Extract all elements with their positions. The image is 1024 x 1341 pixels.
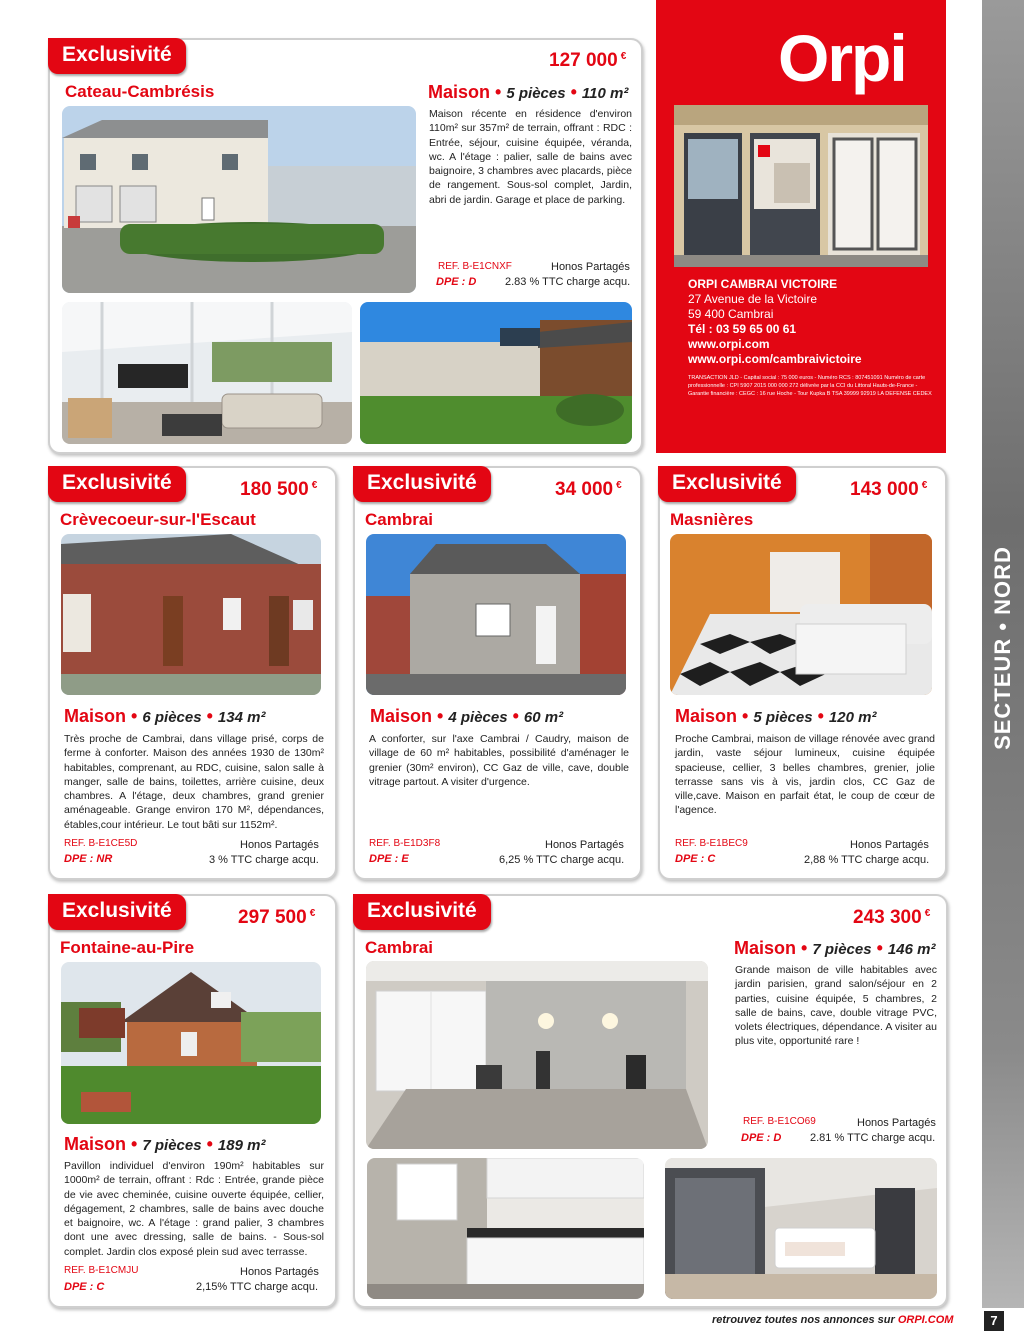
exclusivity-badge: Exclusivité <box>353 894 491 930</box>
listing-fees-label: Honos Partagés <box>857 1117 936 1129</box>
listing-fees: 3 % TTC charge acqu. <box>209 854 319 866</box>
listing-price: 143 000 € <box>850 479 928 500</box>
listing-dpe: DPE : NR <box>64 853 113 865</box>
listing-photo-interior <box>670 534 932 695</box>
listing-price: 127 000 € <box>549 50 627 71</box>
listing-city: Cambrai <box>365 510 434 529</box>
listing-description: Grande maison de ville habitables avec jardin parisien, grand salon/séjour en 2 parties, cuisine équipée, 5 chambres, 2 salle de bains, cave, double vitrage PVC, volets électriques, dépendance. A visiter au plus vite, opportunité rare ! <box>735 964 937 1048</box>
listing-city: Cateau-Cambrésis <box>65 82 215 101</box>
agency-storefront-photo <box>674 105 928 267</box>
listing-price: 297 500 € <box>238 907 316 928</box>
listing-description: Maison récente en résidence d'environ 110m² sur 357m² de terrain, offrant : RDC : Entrée, séjour, cuisine équipée, véranda, wc. A l'étage : palier, salle de bains avec baignoire, 3 chambres avec placards, pièce de rangement. Sous-sol complet, Jardin, abri de jardin. Garage et place de parking. <box>429 108 632 206</box>
listing-photo-living-room <box>366 961 708 1149</box>
listing-fees-label: Honos Partagés <box>545 839 624 851</box>
listing-fees-label: Honos Partagés <box>850 839 929 851</box>
listing-price: 34 000 € <box>555 479 622 500</box>
agency-name: ORPI CAMBRAI VICTOIRE <box>688 277 838 291</box>
listing-fees-label: Honos Partagés <box>240 839 319 851</box>
listing-ref: REF. B-E1D3F8 <box>369 838 441 849</box>
listing-city: Masnières <box>670 510 754 529</box>
listing-photo-exterior <box>62 106 416 293</box>
exclusivity-badge: Exclusivité <box>658 466 796 502</box>
agency-contact <box>688 277 862 367</box>
listing-photo-bedroom <box>665 1158 937 1299</box>
listing-description: A conforter, sur l'axe Cambrai / Caudry, maison de village de 60 m² habitables, possibilité d'aménager le grenier (30m² environ), CC Gaz de ville, cave, double vitrage partout. A visiter d'urgence. <box>369 733 629 788</box>
listing-fees-label: Honos Partagés <box>551 261 630 273</box>
agency-legal-notice: TRANSACTION JLD - Capital social : 75 000 euros - Numéro RCS : 807451091 Numéro de carte professionnelle : CPI 5907 2015 000 000 272 délivrée par la CCI du Littoral Hauts-de-France - Garantie financière : CEGC : 16 rue Hoche - Tour Kupka B TSA 39999 92919 LA DEFENSE CEDEX <box>688 375 932 397</box>
sector-label: SECTEUR • NORD <box>990 546 1015 750</box>
exclusivity-badge: Exclusivité <box>48 466 186 502</box>
agency-address-street: 27 Avenue de la Victoire <box>688 292 817 306</box>
listing-ref: REF. B-E1CMJU <box>64 1265 139 1276</box>
agency-address-city: 59 400 Cambrai <box>688 307 774 321</box>
listing-photo-exterior <box>61 962 321 1124</box>
listing-photo-kitchen <box>367 1158 644 1299</box>
listing-photo-exterior <box>61 534 321 695</box>
exclusivity-badge: Exclusivité <box>48 894 186 930</box>
listing-price: 180 500 € <box>240 479 318 500</box>
listing-ref: REF. B-E1BEC9 <box>675 838 748 849</box>
listing-photo-garden <box>360 302 632 444</box>
listing-photo-veranda <box>62 302 352 444</box>
listing-city: Crèvecoeur-sur-l'Escaut <box>60 510 256 529</box>
listing-ref: REF. B-E1CE5D <box>64 838 138 849</box>
listing-dpe: DPE : C <box>675 853 716 865</box>
page-number: 7 <box>984 1311 1004 1331</box>
agency-website-page[interactable]: www.orpi.com/cambraivictoire <box>688 352 862 366</box>
exclusivity-badge: Exclusivité <box>48 38 186 74</box>
listing-description: Très proche de Cambrai, dans village prisé, corps de ferme à conforter. Maison des années 1930 de 130m² habitables, comprenant, au RDC, cuisine, salon salle à manger, salle de bains, toilettes, arrière cuisine, deux chambres. A l'étage, deux chambres, grand grenier aménageable. Grange environ 170 M², dépendances, étables,cour intérieur. Le tout bâti sur 1152m². <box>64 733 324 831</box>
listing-dpe: DPE : D <box>741 1132 782 1144</box>
listing-fees: 2.83 % TTC charge acqu. <box>505 276 631 288</box>
listing-title: Maison • 7 pièces • 189 m² <box>64 1134 266 1154</box>
listing-dpe: DPE : C <box>64 1281 105 1293</box>
listing-fees-label: Honos Partagés <box>240 1266 319 1278</box>
listing-ref: REF. B-E1CO69 <box>743 1116 816 1127</box>
listing-fees: 2.81 % TTC charge acqu. <box>810 1132 936 1144</box>
listing-price: 243 300 € <box>853 907 931 928</box>
listing-fees: 2,88 % TTC charge acqu. <box>804 854 930 866</box>
footer-link[interactable]: ORPI.COM <box>897 1314 954 1326</box>
listing-description: Proche Cambrai, maison de village rénovée avec grand jardin, vaste séjour lumineux, cuisine équipée spacieuse, cellier, 3 belles chambres, grenier, jolie terrasse sans vis à vis, jardin clos, CC Gaz de ville,cave. Maison en parfait état, le coup de cœur de l'agence. <box>675 733 935 817</box>
listing-title: Maison • 6 pièces • 134 m² <box>64 706 266 726</box>
listing-title: Maison • 4 pièces • 60 m² <box>370 706 564 726</box>
listing-fees: 2,15% TTC charge acqu. <box>196 1281 319 1293</box>
listing-title: Maison • 7 pièces • 146 m² <box>734 938 936 958</box>
listing-title: Maison • 5 pièces • 120 m² <box>675 706 877 726</box>
exclusivity-badge: Exclusivité <box>353 466 491 502</box>
footer-note: retrouvez toutes nos annonces sur ORPI.COM <box>712 1314 954 1326</box>
orpi-logo: Orpi <box>778 21 906 95</box>
listing-description: Pavillon individuel d'environ 190m² habitables sur 1000m² de terrain, offrant : Rdc : Entrée, grande pièce de vie avec cheminée, cuisine ouverte équipée, cellier, dégagement, 2 chambres, salle de bains avec douche et baignoire, wc. A l'étage : grand palier, 3 chambres dont une avec dressing, salle de bains. - Sous-sol complet. Jardin clos exposé plein sud avec terrasse. <box>64 1160 324 1258</box>
agency-website[interactable]: www.orpi.com <box>688 337 770 351</box>
listing-fees: 6,25 % TTC charge acqu. <box>499 854 625 866</box>
listing-title: Maison • 5 pièces • 110 m² <box>428 82 629 102</box>
listing-city: Cambrai <box>365 938 434 957</box>
listing-ref: REF. B-E1CNXF <box>438 261 512 272</box>
listing-photo-exterior <box>366 534 626 695</box>
agency-phone: Tél : 03 59 65 00 61 <box>688 322 797 336</box>
listing-dpe: DPE : E <box>369 853 409 865</box>
listing-city: Fontaine-au-Pire <box>60 938 195 957</box>
listing-dpe: DPE : D <box>436 276 477 288</box>
